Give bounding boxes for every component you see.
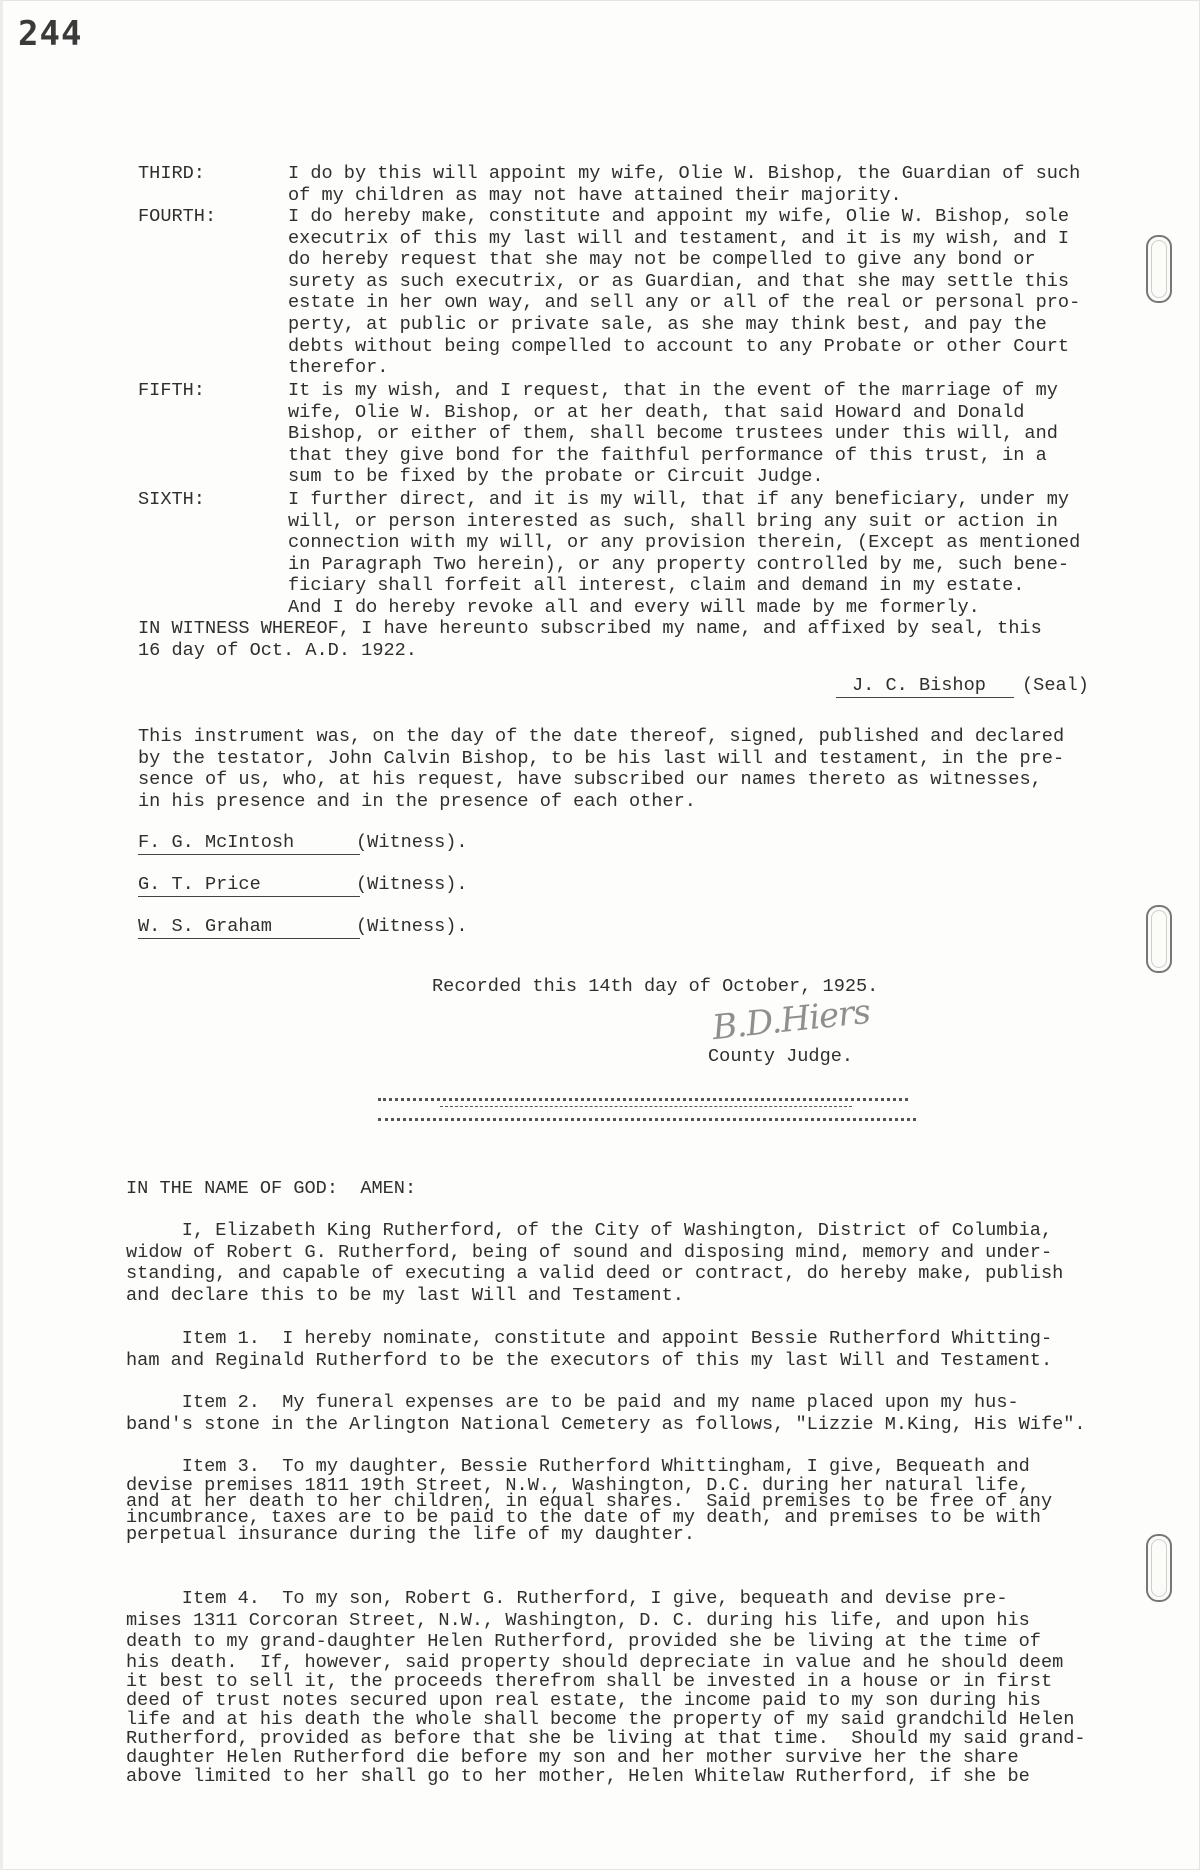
text-line: and at her death to her children, in equal shares. Said premises to be free of any — [126, 1490, 1053, 1512]
text-line: This instrument was, on the day of the date thereof, signed, published and declared — [138, 726, 1065, 747]
will-item-2 — [126, 1392, 1086, 1435]
signature-line — [836, 697, 1014, 698]
text-line: 16 day of Oct. A.D. 1922. — [138, 639, 417, 661]
text-line: wife, Olie W. Bishop, or at her death, that said Howard and Donald — [288, 401, 1025, 423]
text-line: standing, and capable of executing a valid deed or contract, do hereby make, publish — [126, 1263, 1064, 1285]
text-line: surety as such executrix, or as Guardian, and that she may settle this — [288, 270, 1070, 292]
witness-whereof-clause — [138, 618, 1042, 661]
text-line: Item 4. To my son, Robert G. Rutherford, I give, bequeath and devise pre- — [126, 1588, 1008, 1609]
text-line: perpetual insurance during the life of my daughter. — [126, 1523, 696, 1545]
section-separator — [378, 1098, 908, 1101]
witness-role: (Witness). — [356, 874, 468, 895]
will-item-3 — [126, 1456, 1052, 1544]
paragraph-fifth — [288, 380, 1058, 488]
page-edge — [0, 0, 3, 1870]
text-line: I do by this will appoint my wife, Olie W. Bishop, the Guardian of such — [288, 163, 1081, 184]
punch-hole-icon — [1146, 235, 1172, 303]
text-line: sum to be fixed by the probate or Circuit Judge. — [288, 466, 824, 488]
paragraph-fourth — [288, 206, 1080, 379]
text-line: by the testator, John Calvin Bishop, to be his last will and testament, in the pre- — [138, 747, 1065, 769]
text-line: daughter Helen Rutherford die before my son and her mother survive her the share — [126, 1746, 1019, 1768]
paragraph-label-fourth: FOURTH: — [138, 206, 217, 227]
seal-label: (Seal) — [1022, 675, 1089, 696]
judge-title: County Judge. — [708, 1046, 854, 1067]
text-line: executrix of this my last will and testament, and it is my wish, and I — [288, 227, 1070, 249]
text-line: I further direct, and it is my will, that if any beneficiary, under my — [288, 489, 1070, 510]
text-line: sence of us, who, at his request, have subscribed our names thereto as witnesses, — [138, 769, 1042, 791]
recorded-statement: Recorded this 14th day of October, 1925. — [432, 976, 879, 997]
text-line: of my children as may not have attained their majority. — [288, 184, 902, 206]
text-line: devise premises 1811 19th Street, N.W., Washington, D.C. during her natural life, — [126, 1474, 1030, 1496]
witness-signature-line — [138, 896, 360, 897]
text-line: it best to sell it, the proceeds therefrom shall be invested in a house or in first — [126, 1670, 1053, 1692]
paragraph-third — [288, 163, 1080, 206]
text-line: therefor. — [288, 357, 389, 379]
text-line: Bishop, or either of them, shall become trustees under this will, and — [288, 423, 1058, 445]
text-line: mises 1311 Corcoran Street, N.W., Washington, D. C. during his life, and upon his — [126, 1609, 1030, 1631]
text-line: ficiary shall forfeit all interest, claim and demand in my estate. — [288, 575, 1025, 597]
page-number: 244 — [18, 14, 83, 54]
text-line: in his presence and in the presence of each other. — [138, 790, 696, 812]
text-line: Item 3. To my daughter, Bessie Rutherford Whittingham, I give, Bequeath and — [126, 1456, 1030, 1477]
paragraph-label-sixth: SIXTH: — [138, 489, 205, 510]
text-line: Item 1. I hereby nominate, constitute and appoint Bessie Rutherford Whitting- — [126, 1328, 1053, 1349]
text-line: It is my wish, and I request, that in the event of the marriage of my — [288, 380, 1058, 401]
witness-role: (Witness). — [356, 832, 468, 853]
will-opening-heading: IN THE NAME OF GOD: AMEN: — [126, 1178, 417, 1199]
text-line: above limited to her shall go to her mother, Helen Whitelaw Rutherford, if she be — [126, 1765, 1030, 1787]
punch-hole-icon — [1146, 1534, 1172, 1602]
text-line: I do hereby make, constitute and appoint my wife, Olie W. Bishop, sole — [288, 206, 1070, 227]
witness-name: W. S. Graham — [138, 916, 272, 937]
text-line: I, Elizabeth King Rutherford, of the City of Washington, District of Columbia, — [126, 1220, 1053, 1241]
text-line: debts without being compelled to account to any Probate or other Court — [288, 335, 1070, 357]
witness-signature-line — [138, 938, 360, 939]
punch-hole-icon — [1146, 905, 1172, 973]
text-line: life and at his death the whole shall become the property of my said grandchild Helen — [126, 1708, 1075, 1730]
text-line: his death. If, however, said property should depreciate in value and he should deem — [126, 1651, 1064, 1673]
paragraph-sixth — [288, 489, 1080, 619]
text-line: incumbrance, taxes are to be paid to the date of my death, and premises to be with — [126, 1506, 1041, 1528]
text-line: perty, at public or private sale, as she may think best, and pay the — [288, 313, 1047, 335]
testator-signature: J. C. Bishop — [852, 675, 986, 696]
text-line: and declare this to be my last Will and Testament. — [126, 1284, 684, 1306]
paragraph-label-third: THIRD: — [138, 163, 205, 184]
text-line: Item 2. My funeral expenses are to be paid and my name placed upon my hus- — [126, 1392, 1019, 1413]
section-separator — [378, 1118, 916, 1121]
witness-signature-line — [138, 854, 360, 855]
text-line: do hereby request that she may not be compelled to give any bond or — [288, 249, 1036, 271]
text-line: that they give bond for the faithful performance of this trust, in a — [288, 444, 1047, 466]
will-item-1 — [126, 1328, 1052, 1371]
text-line: death to my grand-daughter Helen Rutherford, provided she be living at the time of — [126, 1631, 1041, 1653]
text-line: And I do hereby revoke all and every will made by me formerly. — [288, 596, 980, 618]
judge-handwritten-signature: B.D.Hiers — [710, 991, 872, 1049]
section-separator — [440, 1106, 852, 1107]
will-introduction — [126, 1220, 1063, 1306]
text-line: in Paragraph Two herein), or any property controlled by me, such bene- — [288, 553, 1070, 575]
paragraph-label-fifth: FIFTH: — [138, 380, 205, 401]
text-line: estate in her own way, and sell any or all of the real or personal pro- — [288, 292, 1081, 314]
witness-name: F. G. McIntosh — [138, 832, 295, 853]
will-item-4 — [126, 1588, 1086, 1786]
witness-name: G. T. Price — [138, 874, 261, 895]
text-line: ham and Reginald Rutherford to be the executors of this my last Will and Testament. — [126, 1349, 1053, 1371]
text-line: deed of trust notes secured upon real estate, the income paid to my son during his — [126, 1689, 1041, 1711]
text-line: Rutherford, provided as before that she be living at that time. Should my said grand- — [126, 1727, 1086, 1749]
text-line: band's stone in the Arlington National Cemetery as follows, "Lizzie M.King, His Wife". — [126, 1413, 1086, 1435]
text-line: will, or person interested as such, shall bring any suit or action in — [288, 510, 1058, 532]
text-line: IN WITNESS WHEREOF, I have hereunto subscribed my name, and affixed by seal, this — [138, 618, 1042, 639]
witness-role: (Witness). — [356, 916, 468, 937]
text-line: connection with my will, or any provision therein, (Except as mentioned — [288, 532, 1081, 554]
text-line: widow of Robert G. Rutherford, being of sound and disposing mind, memory and under- — [126, 1241, 1053, 1263]
attestation-clause — [138, 726, 1064, 812]
